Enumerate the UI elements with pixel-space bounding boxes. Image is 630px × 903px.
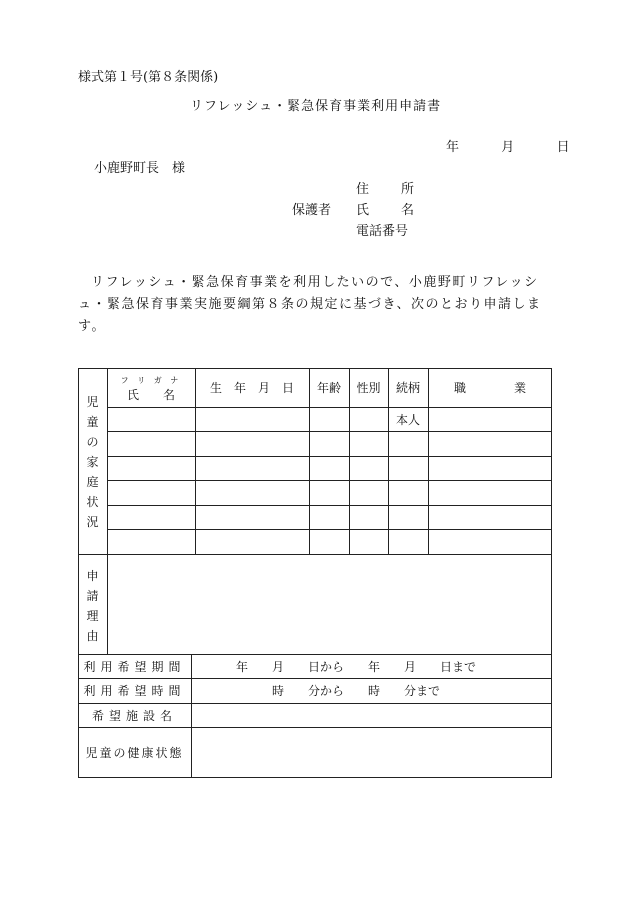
reason-label-char: 理 [86, 609, 99, 623]
reason-label-char: 申 [86, 569, 99, 583]
header-name-text: 氏 名 [126, 387, 175, 402]
address-char-2: 所 [400, 182, 414, 197]
header-sex: 性別 [356, 381, 381, 395]
col-line [107, 368, 108, 654]
header-birthdate: 生 年 月 日 [209, 381, 294, 395]
document-title: リフレッシュ・緊急保育事業利用申請書 [190, 99, 442, 114]
application-statement: リフレッシュ・緊急保育事業を利用したいので、小鹿野町リフレッシュ・緊急保育事業実施要綱第８条の規定に基づき、次のとおり申請します。 [78, 275, 542, 334]
date-month: 月 [501, 140, 515, 155]
period-value: 年 月 日から 年 月 日まで [235, 659, 476, 674]
row-line [107, 529, 552, 530]
application-table [78, 368, 552, 778]
guardian-label: 保護者 [292, 203, 332, 218]
header-occupation: 職 業 [453, 381, 526, 395]
table-border-bottom [78, 777, 552, 778]
family-label-char: 童 [86, 415, 99, 429]
name-char-2: 名 [400, 203, 414, 218]
date-year: 年 [446, 140, 460, 155]
family-status-label [78, 392, 107, 532]
header-furigana: フ リ ガ ナ [120, 375, 182, 385]
form-number: 様式第１号(第８条関係) [78, 70, 219, 85]
row-line [107, 456, 552, 457]
guardian-name-label [356, 199, 414, 218]
family-label-char: 児 [86, 395, 99, 409]
reason-label-char: 由 [86, 629, 99, 643]
name-char-1: 氏 [356, 203, 370, 218]
family-label-char: 家 [86, 455, 99, 469]
row-line [107, 505, 552, 506]
facility-label: 希望施設名 [91, 708, 177, 723]
section-line [78, 554, 552, 555]
row-line [107, 480, 552, 481]
addressee: 小鹿野町長 様 [94, 161, 186, 176]
family-label-char: 況 [86, 515, 99, 529]
header-age: 年齢 [316, 381, 341, 395]
guardian-phone-label: 電話番号 [356, 224, 409, 239]
header-relation: 続柄 [395, 381, 420, 395]
time-value: 時 分から 時 分まで [271, 684, 440, 698]
family-label-char: 庭 [86, 475, 99, 489]
guardian-address-label [356, 178, 414, 197]
health-label: 児童の健康状態 [85, 745, 184, 760]
family-label-char: の [86, 435, 99, 449]
relation-self: 本人 [395, 412, 420, 427]
family-label-char: 状 [86, 495, 99, 509]
header-name [107, 370, 195, 407]
address-char-1: 住 [356, 182, 370, 197]
reason-label-char: 請 [86, 589, 99, 603]
row-line [107, 407, 552, 408]
table-border-right [551, 368, 552, 778]
reason-label [78, 566, 107, 646]
period-label: 利用希望期間 [83, 659, 186, 674]
date-day: 日 [556, 140, 570, 155]
row-line [107, 431, 552, 432]
date-line [446, 136, 570, 155]
time-label: 利用希望時間 [83, 684, 186, 698]
